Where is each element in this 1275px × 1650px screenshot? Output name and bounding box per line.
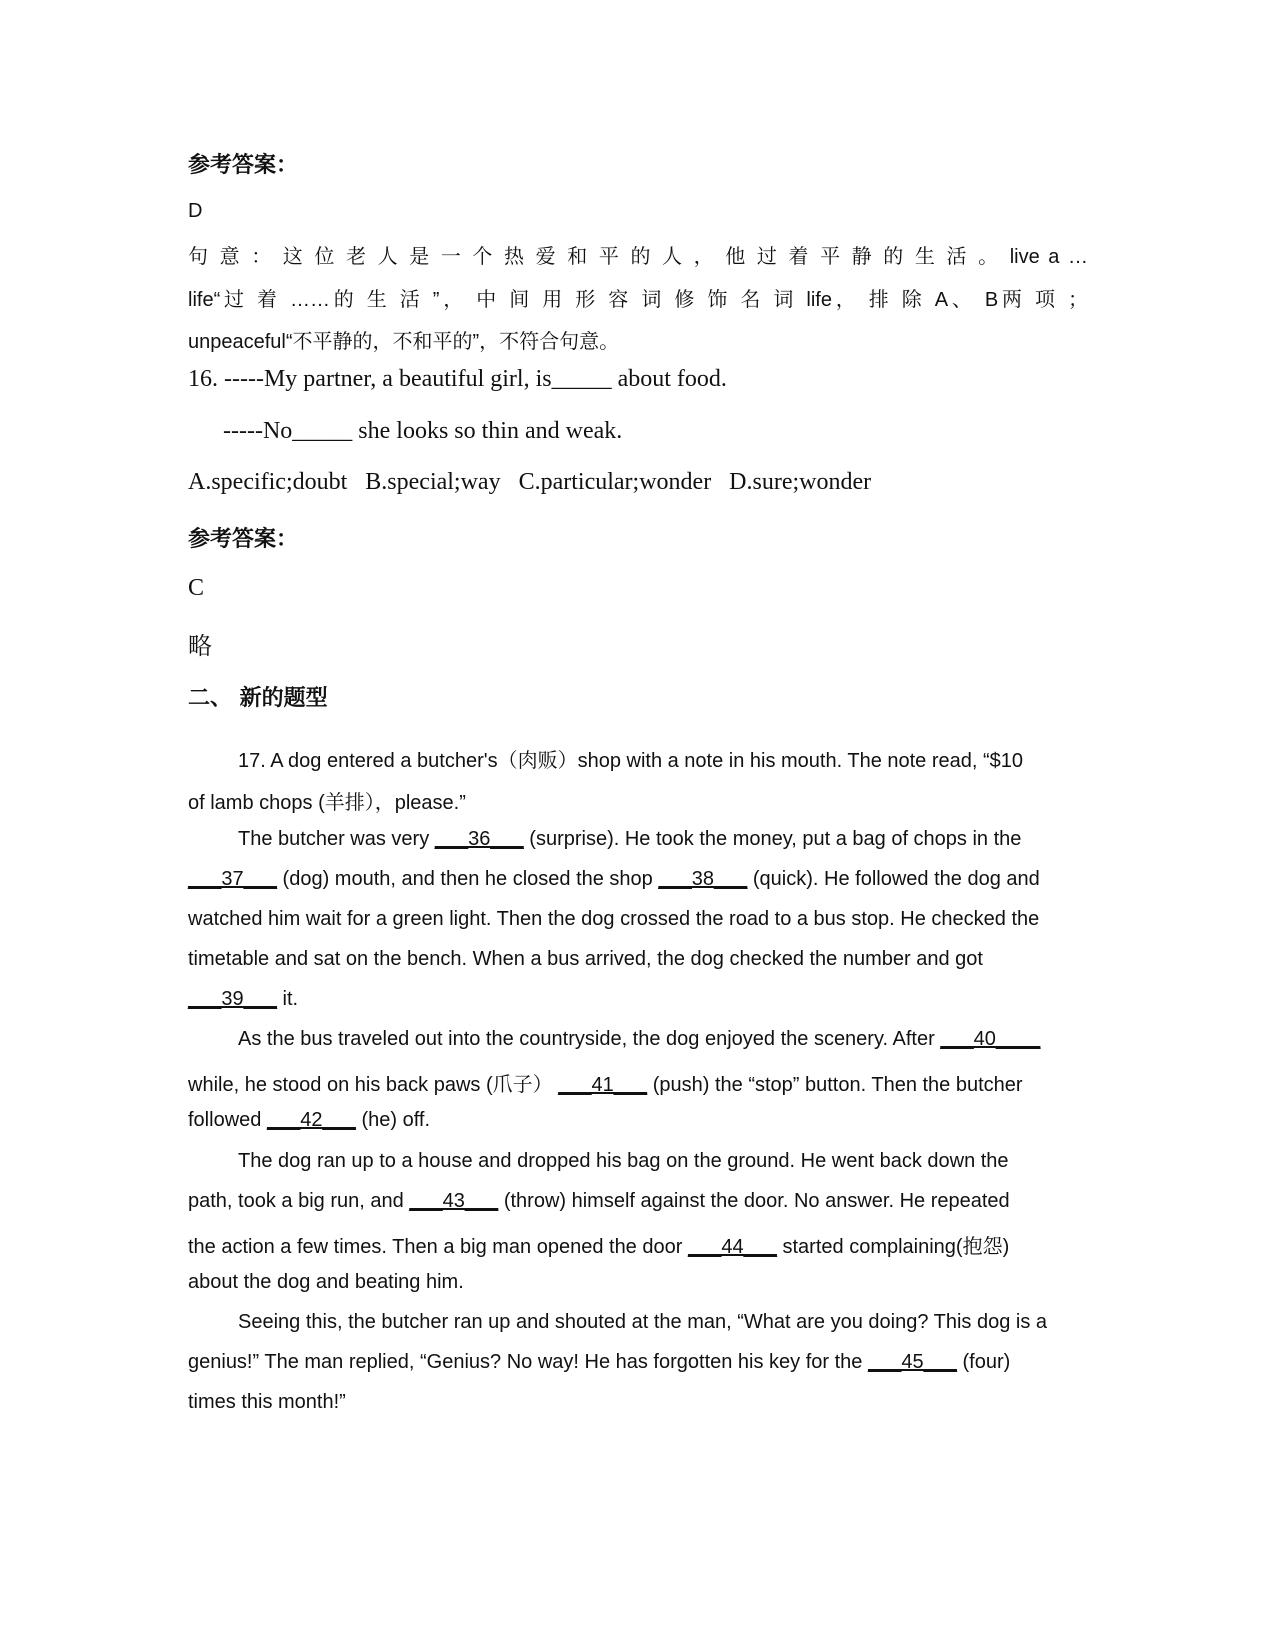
passage-p3-line-1: As the bus traveled out into the countryside, the dog enjoyed the scenery. After ___40____ bbox=[238, 1028, 1041, 1050]
explanation-1-line-1: 句 意 ： 这 位 老 人 是 一 个 热 爱 和 平 的 人 ， 他 过 着 平 静 的 生 活 。 live a … bbox=[188, 246, 1088, 268]
blank-44[interactable]: ___44___ bbox=[687, 1236, 777, 1258]
passage-p4-line-3: the action a few times. Then a big man opened the door ___44___ started complaining(抱怨) bbox=[188, 1236, 1010, 1258]
blank-37[interactable]: ___37___ bbox=[188, 868, 277, 890]
passage-p2-line-5: ___39___ it. bbox=[188, 988, 299, 1010]
blank-36[interactable]: ___36___ bbox=[434, 828, 524, 850]
passage-p5-line-1: Seeing this, the butcher ran up and shouted at the man, “What are you doing? This dog is a bbox=[238, 1311, 1048, 1333]
blank-42[interactable]: ___42___ bbox=[266, 1109, 356, 1131]
explanation-1-line-3: unpeaceful“不平静的，不和平的”，不符合句意。 bbox=[188, 331, 620, 353]
answer-heading-1: 参考答案： bbox=[188, 153, 299, 178]
blank-38[interactable]: ___38___ bbox=[658, 868, 748, 890]
passage-p5-line-3: times this month!” bbox=[188, 1391, 346, 1413]
answer-2-note: 略 bbox=[188, 634, 212, 660]
explanation-1-line-2: life“过 着 ……的 生 活 ”， 中 间 用 形 容 词 修 饰 名 词 life， 排 除 A、 B两 项 ； bbox=[188, 289, 1088, 311]
question-16-line-1: 16. -----My partner, a beautiful girl, is_____ about food. bbox=[188, 366, 727, 392]
answer-2-letter: C bbox=[188, 575, 205, 601]
blank-45[interactable]: ___45___ bbox=[867, 1351, 957, 1373]
passage-p4-line-2: path, took a big run, and ___43___ (throw) himself against the door. No answer. He repeated bbox=[188, 1190, 1010, 1212]
blank-40[interactable]: ___40____ bbox=[940, 1028, 1041, 1050]
passage-p2-line-4: timetable and sat on the bench. When a bus arrived, the dog checked the number and got bbox=[188, 948, 983, 970]
question-16-options: A.specific;doubt B.special;way C.particular;wonder D.sure;wonder bbox=[188, 469, 872, 495]
blank-41[interactable]: ___41___ bbox=[558, 1074, 648, 1096]
passage-p3-line-3: followed ___42___ (he) off. bbox=[188, 1109, 431, 1131]
blank-43[interactable]: ___43___ bbox=[409, 1190, 499, 1212]
passage-p2-line-2: ___37___ (dog) mouth, and then he closed the shop ___38___ (quick). He followed the dog and bbox=[188, 868, 1040, 890]
answer-heading-2: 参考答案： bbox=[188, 527, 299, 552]
passage-p4-line-4: about the dog and beating him. bbox=[188, 1271, 464, 1293]
question-16-line-2: -----No_____ she looks so thin and weak. bbox=[223, 418, 623, 444]
passage-p2-line-3: watched him wait for a green light. Then the dog crossed the road to a bus stop. He checked the bbox=[188, 908, 1040, 930]
passage-p5-line-2: genius!” The man replied, “Genius? No way! He has forgotten his key for the ___45___ (four) bbox=[188, 1351, 1011, 1373]
passage-p1-line-1: 17. A dog entered a butcher's（肉贩）shop with a note in his mouth. The note read, “$10 bbox=[238, 750, 1024, 772]
passage-p2-line-1: The butcher was very ___36___ (surprise). He took the money, put a bag of chops in the bbox=[238, 828, 1022, 850]
passage-p1-line-2: of lamb chops (羊排），please.” bbox=[188, 792, 466, 814]
passage-p4-line-1: The dog ran up to a house and dropped his bag on the ground. He went back down the bbox=[238, 1150, 1009, 1172]
answer-1-letter: D bbox=[188, 200, 203, 222]
blank-39[interactable]: ___39___ bbox=[188, 988, 277, 1010]
passage-p3-line-2: while, he stood on his back paws (爪子） ___41___ (push) the “stop” button. Then the butcher bbox=[188, 1074, 1023, 1096]
section-heading: 二、 新的题型 bbox=[188, 686, 328, 711]
